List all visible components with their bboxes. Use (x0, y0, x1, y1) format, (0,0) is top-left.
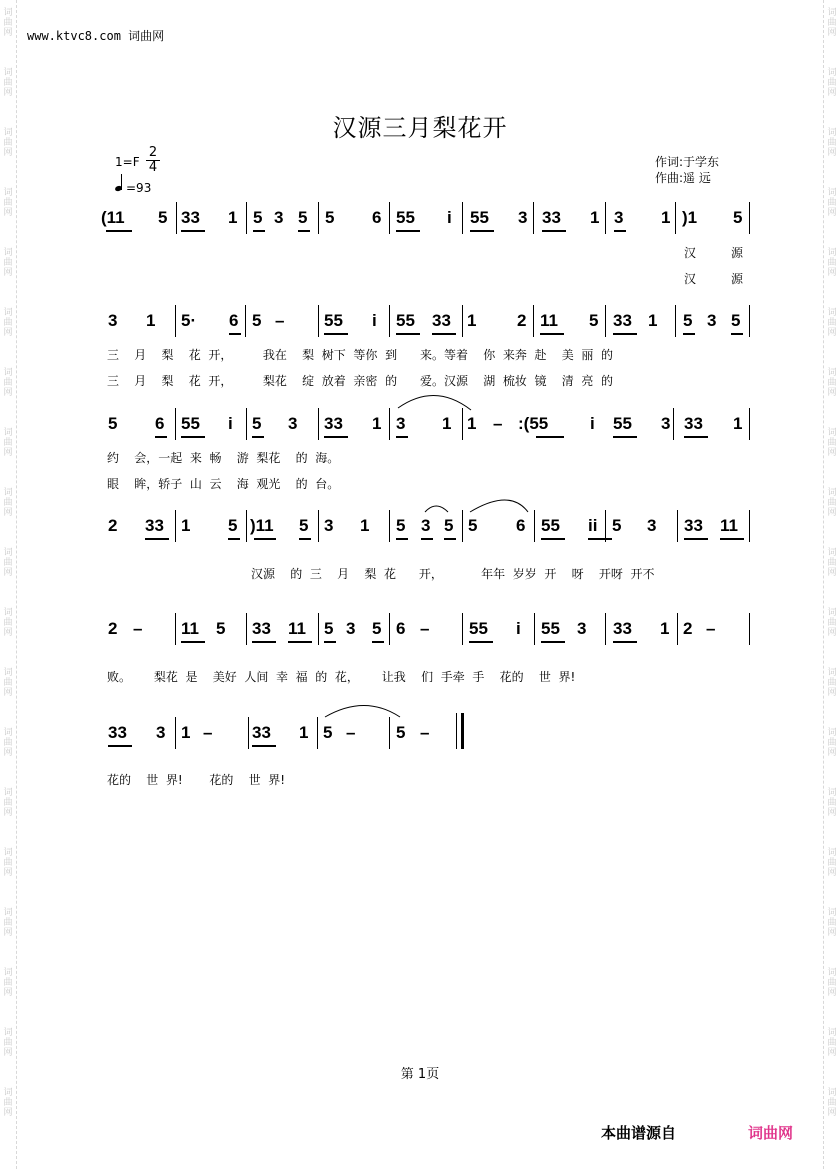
watermark-text: 词 曲 网 (827, 968, 837, 998)
watermark-text: 词 曲 网 (3, 548, 13, 578)
note: 33 (181, 208, 200, 227)
note: 5 (683, 311, 693, 330)
note: 55 (541, 516, 560, 535)
watermark-text: 词 曲 网 (827, 908, 837, 938)
lyric-line: 三 月 梨 花 开， 梨花 绽 放着 亲密 的 爱。汉源 湖 梳妆 镜 清 亮 的 (107, 374, 613, 388)
note: 5 (372, 619, 382, 638)
note: 1 (181, 516, 191, 535)
note: 1 (299, 723, 309, 742)
note: – (493, 414, 503, 433)
watermark-text: 词 曲 网 (3, 248, 13, 278)
watermark-text: 词 曲 网 (827, 188, 837, 218)
watermark-text: 词 曲 网 (827, 1028, 837, 1058)
note: – (346, 723, 356, 742)
note: 55 (181, 414, 200, 433)
note: 1 (372, 414, 382, 433)
note: 1 (146, 311, 156, 330)
watermark-text: 词 曲 网 (827, 128, 837, 158)
note: 6 (516, 516, 526, 535)
page-number: 第 1页 (400, 1067, 440, 1082)
note: 5 (228, 516, 238, 535)
key-signature: 1=F (115, 155, 140, 169)
note: 3 (421, 516, 431, 535)
note: 33 (252, 619, 271, 638)
lyric-line: 汉源 的 三 月 梨 花 开， 年年 岁岁 开 呀 开呀 开不 (251, 567, 655, 581)
slur-arc (470, 500, 528, 512)
note: 3 (396, 414, 406, 433)
note: – (420, 619, 430, 638)
note: 1 (442, 414, 452, 433)
note: 3 (647, 516, 657, 535)
note: 11 (720, 516, 738, 535)
note: 3 (614, 208, 624, 227)
note: 5 (733, 208, 743, 227)
note: 55 (396, 208, 415, 227)
note: 1 (661, 208, 671, 227)
note: 2 (108, 516, 118, 535)
watermark-text: 词 曲 网 (3, 1088, 13, 1118)
note: 1 (360, 516, 370, 535)
note: 3 (661, 414, 671, 433)
watermark-text: 词 曲 网 (827, 248, 837, 278)
watermark-text: 词 曲 网 (827, 68, 837, 98)
note: 3 (707, 311, 717, 330)
source-label: 本曲谱源自 (601, 1124, 677, 1142)
note: 33 (684, 414, 703, 433)
note: 1 (228, 208, 238, 227)
note: – (133, 619, 143, 638)
note: 3 (577, 619, 587, 638)
note: 5· (181, 311, 197, 330)
note: 3 (518, 208, 528, 227)
note: 5 (396, 516, 406, 535)
watermark-text: 词 曲 网 (827, 428, 837, 458)
note: 11 (181, 619, 199, 638)
tempo-value: =93 (126, 181, 152, 195)
note: )1 (682, 208, 698, 227)
note: 1 (181, 723, 191, 742)
composer: 作曲:遥 远 (655, 171, 711, 185)
note: 33 (252, 723, 271, 742)
note: 5 (612, 516, 622, 535)
watermark-text: 词 曲 网 (3, 188, 13, 218)
watermark-text: 词 曲 网 (3, 848, 13, 878)
lyric-word: 源 (731, 246, 744, 260)
watermark-text: 词 曲 网 (3, 488, 13, 518)
note: 5 (216, 619, 226, 638)
note: 33 (324, 414, 343, 433)
note: 2 (517, 311, 527, 330)
note: 1 (648, 311, 658, 330)
note: 5 (589, 311, 599, 330)
note: 33 (145, 516, 164, 535)
note: – (203, 723, 213, 742)
watermark-text: 词 曲 网 (827, 488, 837, 518)
note: 55 (541, 619, 560, 638)
note: 3 (324, 516, 334, 535)
watermark-text: 词 曲 网 (3, 668, 13, 698)
lyricist: 作词:于学东 (655, 155, 720, 169)
song-title: 汉源三月梨花开 (332, 114, 508, 142)
lyric-line: 三 月 梨 花 开， 我在 梨 树下 等你 到 来。等着 你 来奔 赴 美 丽 的 (107, 348, 613, 362)
watermark-text: 词 曲 网 (3, 428, 13, 458)
note: 5 (252, 414, 262, 433)
watermark-text: 词 曲 网 (827, 8, 837, 38)
watermark-text: 词 曲 网 (3, 8, 13, 38)
note: 5 (252, 311, 262, 330)
note: 33 (432, 311, 451, 330)
note: :(55 (518, 414, 549, 433)
note: i (516, 619, 521, 638)
note: 5 (298, 208, 308, 227)
watermark-text: 词 曲 网 (3, 728, 13, 758)
note: i (228, 414, 233, 433)
watermark-text: 词 曲 网 (827, 308, 837, 338)
note: 5 (299, 516, 309, 535)
note: 55 (470, 208, 489, 227)
note: 6 (396, 619, 406, 638)
note: 1 (467, 414, 477, 433)
note: 1 (733, 414, 743, 433)
note: ii (588, 516, 598, 535)
note: 5 (731, 311, 741, 330)
slur-arc (325, 706, 400, 718)
watermark-text: 词 曲 网 (827, 728, 837, 758)
watermark-text: 词 曲 网 (827, 788, 837, 818)
slur-arc (398, 395, 471, 410)
note: 1 (590, 208, 600, 227)
note: 55 (324, 311, 343, 330)
note: 5 (253, 208, 263, 227)
watermark-text: 词 曲 网 (3, 368, 13, 398)
watermark-text: 词 曲 网 (827, 608, 837, 638)
watermark-text: 词 曲 网 (3, 1028, 13, 1058)
note: 33 (613, 311, 632, 330)
lyric-word: 源 (731, 272, 744, 286)
note: – (420, 723, 430, 742)
note: 5 (323, 723, 333, 742)
note: 5 (108, 414, 118, 433)
note: 3 (156, 723, 166, 742)
note: 6 (372, 208, 382, 227)
note: 55 (613, 414, 632, 433)
watermark-text: 词 曲 网 (3, 68, 13, 98)
note: 3 (288, 414, 298, 433)
watermark-text: 词 曲 网 (827, 548, 837, 578)
note: 5 (325, 208, 335, 227)
note: 2 (683, 619, 693, 638)
watermark-text: 词 曲 网 (3, 968, 13, 998)
note: (11 (101, 208, 125, 227)
site-url[interactable]: www.ktvc8.com 词曲网 (27, 29, 165, 43)
lyric-word: 汉 (684, 272, 697, 286)
watermark-text: 词 曲 网 (3, 308, 13, 338)
note: 33 (684, 516, 703, 535)
note: i (372, 311, 377, 330)
watermark-text: 词 曲 网 (3, 788, 13, 818)
lyric-line: 约 会，一起 来 畅 游 梨花 的 海。 (107, 451, 340, 465)
lyric-line: 花的 世 界! 花的 世 界! (107, 773, 286, 787)
note: 5 (158, 208, 168, 227)
note: 6 (229, 311, 239, 330)
note: 5 (468, 516, 478, 535)
watermark-text: 词 曲 网 (827, 848, 837, 878)
note: 55 (469, 619, 488, 638)
note: 1 (467, 311, 477, 330)
time-denominator: 4 (146, 160, 160, 175)
watermark-text: 词 曲 网 (827, 668, 837, 698)
note: 5 (396, 723, 406, 742)
note: – (275, 311, 285, 330)
lyric-line: 眼 眸，轿子 山 云 海 观光 的 台。 (107, 477, 340, 491)
note: 11 (540, 311, 558, 330)
note: 3 (108, 311, 118, 330)
note: 3 (346, 619, 356, 638)
watermark-text: 词 曲 网 (3, 608, 13, 638)
note: 33 (542, 208, 561, 227)
note: i (590, 414, 595, 433)
source-site-link[interactable]: 词曲网 (748, 1124, 794, 1142)
note: 5 (444, 516, 454, 535)
watermark-text: 词 曲 网 (3, 908, 13, 938)
note: 33 (108, 723, 127, 742)
time-numerator: 2 (148, 145, 158, 160)
slur-arc (425, 506, 448, 512)
note: i (447, 208, 452, 227)
note: 33 (613, 619, 632, 638)
note: 5 (324, 619, 334, 638)
lyric-word: 汉 (684, 246, 697, 260)
lyric-line: 败。 梨花 是 美好 人间 幸 福 的 花， 让我 们 手牵 手 花的 世 界! (107, 670, 576, 684)
note: )11 (250, 516, 274, 535)
note: 6 (155, 414, 165, 433)
note: – (706, 619, 716, 638)
note: 55 (396, 311, 415, 330)
note: 3 (274, 208, 284, 227)
watermark-text: 词 曲 网 (827, 368, 837, 398)
note: 11 (288, 619, 306, 638)
watermark-text: 词 曲 网 (827, 1088, 837, 1118)
watermark-text: 词 曲 网 (3, 128, 13, 158)
note: 2 (108, 619, 118, 638)
note: 1 (660, 619, 670, 638)
